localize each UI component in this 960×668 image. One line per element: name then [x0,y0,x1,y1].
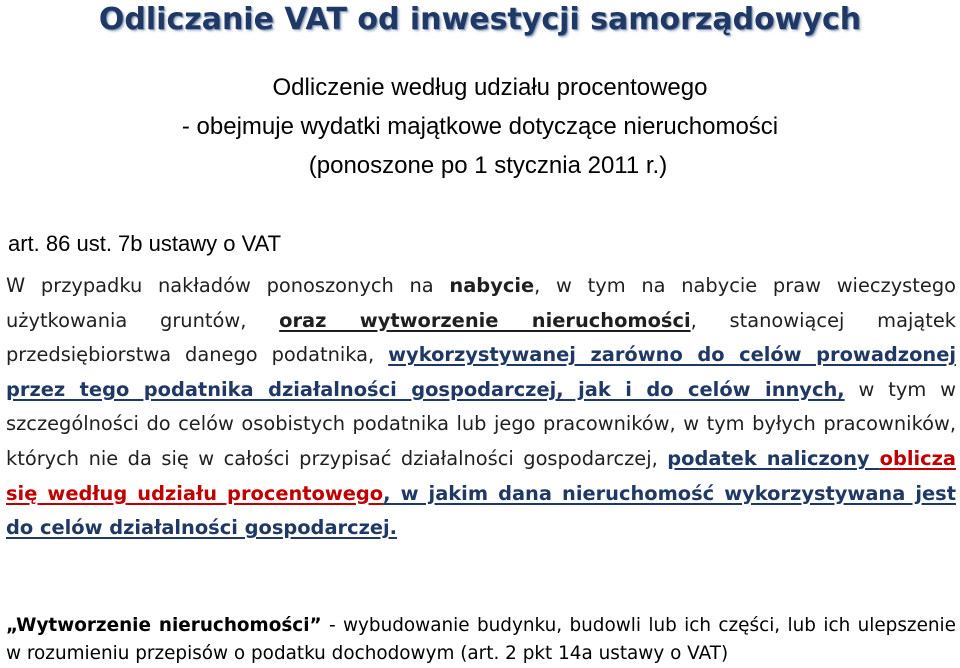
para-bold-nabycie: nabycie [449,274,535,297]
para-text-2: , w tym na nabycie praw wieczystego użytkowania gruntów, [6,274,956,332]
subtitle-line-3: (ponoszone po 1 stycznia 2011 r.) [308,152,668,179]
footer-definition [6,612,956,668]
para-bold-wytworzenie: oraz wytworzenie nieruchomości [279,308,691,332]
article-reference: art. 86 ust. 7b ustawy o VAT [8,231,282,256]
subtitle-line-1: Odliczenie według udziału procentowego [272,74,708,101]
page-title: Odliczanie VAT od inwestycji samorządowych [98,2,862,37]
para-bold-wykorzystywanej: wykorzystywanej zarówno do celów prowadzonej przez tego podatnika działalności gospodarczej, jak i do celów innych, [6,343,956,401]
para-bold-podatek: podatek naliczony [667,446,880,470]
main-paragraph [6,269,956,546]
para-red-oblicza: oblicza się według udziału procentowego [6,446,956,505]
subtitle-line-2: - obejmuje wydatki majątkowe dotyczące nieruchomości [181,113,779,140]
footer-term: „Wytworzenie nieruchomości” [6,615,322,636]
para-text-3: , stanowiącej majątek przedsiębiorstwa danego podatnika, [6,308,956,367]
para-text-1: W przypadku nakładów ponoszonych na [6,274,450,297]
para-text-4: w tym w szczególności do celów osobistych podatnika lub jego pracowników, w tym byłych pracowników, których nie da się w całości przypisać działalności gospodarczej, [6,377,956,470]
para-bold-nieruchomosc: , w jakim dana nieruchomość wykorzystywana jest do celów działalności gospodarczej. [6,481,956,540]
footer-text: - wybudowanie budynku, budowli lub ich części, lub ich ulepszenie w rozumieniu przepisów o podatku dochodowym (art. 2 pkt 14a ustawy o VAT) [6,615,956,664]
